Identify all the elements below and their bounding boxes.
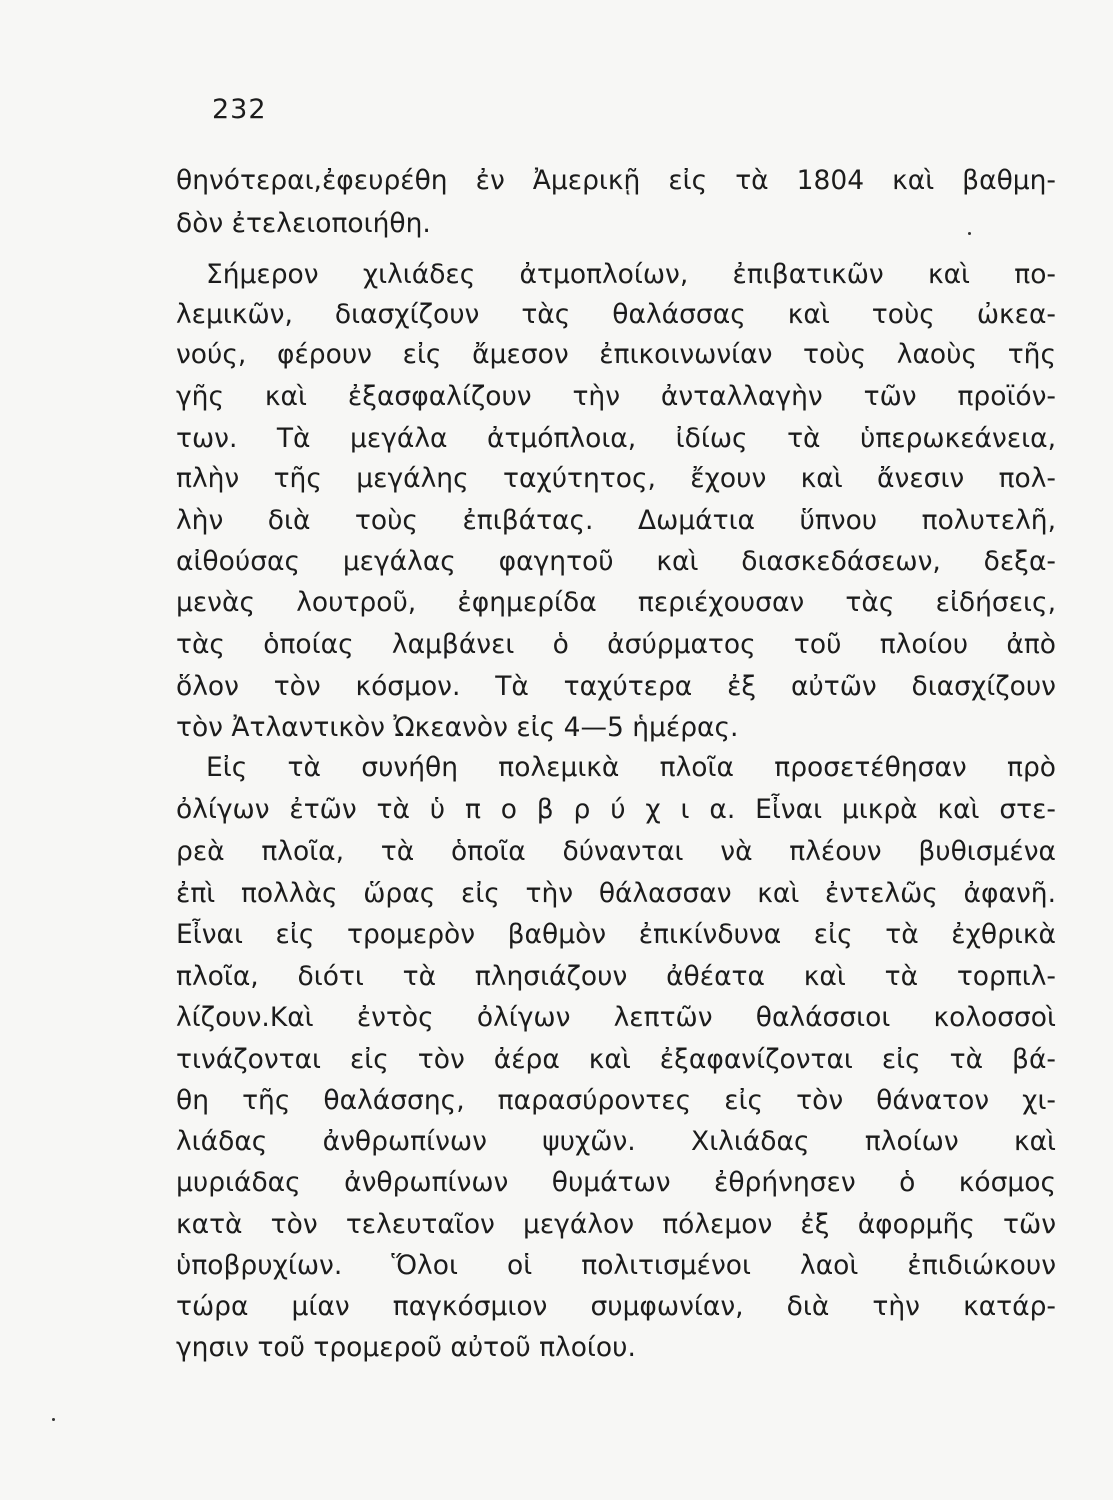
text-line: θη τῆς θαλάσσης, παρασύροντες εἰς τὸν θάνατον χι- [176,1085,1056,1116]
text-line: Εἰς τὰ συνήθη πολεμικὰ πλοῖα προσετέθησαν πρὸ [206,752,1056,783]
text-line: λιάδας ἀνθρωπίνων ψυχῶν. Χιλιάδας πλοίων καὶ [176,1126,1056,1157]
text-line: δὸν ἐτελειοποιήθη. [176,208,431,239]
text-line: μυριάδας ἀνθρωπίνων θυμάτων ἐθρήνησεν ὁ κόσμος [176,1167,1056,1198]
text-line: ὀλίγων ἐτῶν τὰ ὑ π ο β ρ ύ χ ι α. Εἶναι μικρὰ καὶ στε- [176,794,1056,825]
text-line: λὴν διὰ τοὺς ἐπιβάτας. Δωμάτια ὕπνου πολυτελῆ, [176,505,1056,536]
text-line: κατὰ τὸν τελευταῖον μεγάλον πόλεμον ἐξ ἀφορμῆς τῶν [176,1209,1056,1240]
text-line: Σήμερον χιλιάδες ἀτμοπλοίων, ἐπιβατικῶν καὶ πο- [206,259,1056,290]
text-line: γῆς καὶ ἐξασφαλίζουν τὴν ἀνταλλαγὴν τῶν προϊόν- [176,381,1056,412]
text-line: ρεὰ πλοῖα, τὰ ὁποῖα δύνανται νὰ πλέουν βυθισμένα [176,836,1056,867]
text-line: γησιν τοῦ τρομεροῦ αὐτοῦ πλοίου. [176,1332,636,1363]
text-line: νούς, φέρουν εἰς ἄμεσον ἐπικοινωνίαν τοὺς λαοὺς τῆς [176,339,1056,370]
text-line: Εἶναι εἰς τρομερὸν βαθμὸν ἐπικίνδυνα εἰς τὰ ἐχθρικὰ [176,919,1056,950]
page-number: 232 [212,94,267,125]
text-line: αἰθούσας μεγάλας φαγητοῦ καὶ διασκεδάσεων, δεξα- [176,546,1056,577]
text-line: λίζουν.Καὶ ἐντὸς ὀλίγων λεπτῶν θαλάσσιοι κολοσσοὶ [176,1002,1056,1033]
text-line: τὸν Ἀτλαντικὸν Ὠκεανὸν εἰς 4—5 ἡμέρας. [176,712,739,743]
text-line: τώρα μίαν παγκόσμιον συμφωνίαν, διὰ τὴν κατάρ- [176,1291,1056,1322]
text-line: πλὴν τῆς μεγάλης ταχύτητος, ἔχουν καὶ ἄνεσιν πολ- [176,463,1056,494]
text-line: ἐπὶ πολλὰς ὥρας εἰς τὴν θάλασσαν καὶ ἐντελῶς ἀφανῆ. [176,878,1056,909]
text-line: τινάζονται εἰς τὸν ἀέρα καὶ ἐξαφανίζονται εἰς τὰ βά- [176,1044,1056,1075]
text-line: ὅλον τὸν κόσμον. Τὰ ταχύτερα ἐξ αὐτῶν διασχίζουν [176,671,1056,702]
text-line: των. Τὰ μεγάλα ἀτμόπλοια, ἰδίως τὰ ὑπερωκεάνεια, [176,423,1056,454]
text-line: ὑποβρυχίων. Ὅλοι οἱ πολιτισμένοι λαοὶ ἐπιδιώκουν [176,1250,1056,1281]
text-line: τὰς ὁποίας λαμβάνει ὁ ἀσύρματος τοῦ πλοίου ἀπὸ [176,629,1056,660]
text-line: λεμικῶν, διασχίζουν τὰς θαλάσσας καὶ τοὺς ὠκεα- [176,299,1056,330]
text-line: μενὰς λουτροῦ, ἐφημερίδα περιέχουσαν τὰς εἰδήσεις, [176,587,1056,618]
text-line: θηνότεραι,ἐφευρέθη ἐν Ἀμερικῇ εἰς τὰ 1804 καὶ βαθμη- [176,165,1056,196]
print-speck [968,232,971,235]
print-speck [52,1418,55,1421]
text-line: πλοῖα, διότι τὰ πλησιάζουν ἀθέατα καὶ τὰ τορπιλ- [176,961,1056,992]
